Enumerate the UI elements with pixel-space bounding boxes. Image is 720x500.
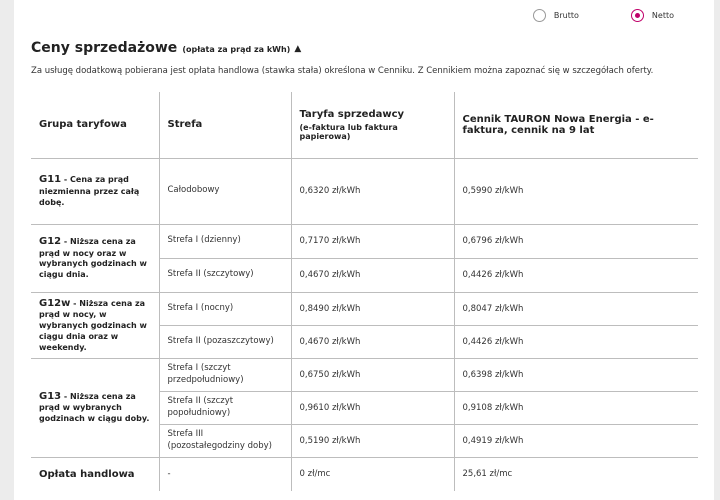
zone-cell: Strefa III (pozostałegodziny doby) [159, 424, 291, 457]
header-group: Grupa taryfowa [31, 92, 159, 158]
table-row [31, 358, 698, 391]
brutto-radio[interactable] [533, 9, 546, 22]
group-code: G11 [39, 174, 62, 186]
tariff-cell: 0,4670 zł/kWh [291, 258, 454, 292]
zone-cell: Strefa II (szczytowy) [159, 258, 291, 292]
price-type-toggle [481, 9, 674, 22]
tariff-cell: 0,7170 zł/kWh [291, 224, 454, 258]
group-cell [31, 358, 159, 457]
tariff-cell: 0 zł/mc [291, 457, 454, 491]
table-row [31, 224, 698, 258]
brutto-option[interactable] [533, 9, 579, 22]
fee-row [31, 457, 698, 491]
header-seller-tariff-label: Taryfa sprzedawcy [299, 108, 405, 120]
group-code: G12w [39, 297, 71, 309]
offer-cell: 0,4919 zł/kWh [454, 424, 698, 457]
offer-cell: 0,6796 zł/kWh [454, 224, 698, 258]
tariff-cell: 0,6320 zł/kWh [291, 158, 454, 224]
table-header-row [31, 92, 698, 158]
table-row [31, 158, 698, 224]
zone-cell: Strefa I (nocny) [159, 292, 291, 325]
price-table [31, 92, 698, 491]
tariff-cell: 0,8490 zł/kWh [291, 292, 454, 325]
tariff-cell: 0,9610 zł/kWh [291, 391, 454, 424]
offer-cell: 0,6398 zł/kWh [454, 358, 698, 391]
pricing-card [14, 0, 714, 500]
group-code: G13 [39, 390, 62, 402]
section-subtitle: (opłata za prąd za kWh) [182, 45, 291, 54]
zone-cell: Strefa I (dzienny) [159, 224, 291, 258]
group-description: - Niższa cena za prąd w nocy oraz w wybranych godzinach w ciągu dnia. [39, 237, 147, 280]
zone-cell: Strefa I (szczyt przedpołudniowy) [159, 358, 291, 391]
zone-cell: Strefa II (pozaszczytowy) [159, 325, 291, 358]
section-header[interactable] [31, 40, 301, 56]
offer-cell: 25,61 zł/mc [462, 469, 513, 480]
section-title: Ceny sprzedażowe [31, 40, 178, 56]
offer-cell: 0,4426 zł/kWh [454, 258, 698, 292]
offer-cell: 0,8047 zł/kWh [454, 292, 698, 325]
header-seller-tariff-sub: (e-faktura lub faktura papierowa) [299, 122, 398, 141]
offer-cell: 0,9108 zł/kWh [454, 391, 698, 424]
offer-cell: 0,4426 zł/kWh [454, 325, 698, 358]
tariff-cell: 0,6750 zł/kWh [291, 358, 454, 391]
netto-label: Netto [651, 11, 674, 20]
netto-option[interactable] [631, 9, 674, 22]
group-description: - Niższa cena za prąd w wybranych godzinach w ciągu doby. [39, 391, 150, 424]
group-cell [31, 224, 159, 292]
section-description: Za usługę dodatkową pobierana jest opłata handlowa (stawka stała) określona w Cenniku. Z Cennikiem można zapoznać się w szczegółach oferty. [31, 66, 654, 76]
chevron-up-icon[interactable]: ▲ [294, 44, 302, 54]
zone-cell: Strefa II (szczyt popołudniowy) [159, 391, 291, 424]
header-zone: Strefa [159, 92, 291, 158]
netto-radio[interactable] [631, 9, 644, 22]
table-row [31, 292, 698, 325]
offer-cell: 0,5990 zł/kWh [454, 158, 698, 224]
brutto-label: Brutto [553, 11, 579, 20]
header-offer-price: Cennik TAURON Nowa Energia - e-faktura, cennik na 9 lat [454, 92, 698, 158]
zone-cell: Całodobowy [159, 158, 291, 224]
fee-label: Opłata handlowa [31, 457, 159, 491]
group-cell [31, 292, 159, 358]
tariff-cell: 0,4670 zł/kWh [291, 325, 454, 358]
tariff-cell: 0,5190 zł/kWh [291, 424, 454, 457]
group-cell [31, 158, 159, 224]
group-code: G12 [39, 236, 62, 248]
group-description: - Niższa cena za prąd w nocy, w wybranych godzinach w ciągu dnia oraz w weekendy. [39, 298, 147, 352]
header-seller-tariff [291, 92, 454, 158]
group-description: - Cena za prąd niezmienna przez całą dobę. [39, 175, 140, 207]
zone-cell: - [159, 457, 291, 491]
